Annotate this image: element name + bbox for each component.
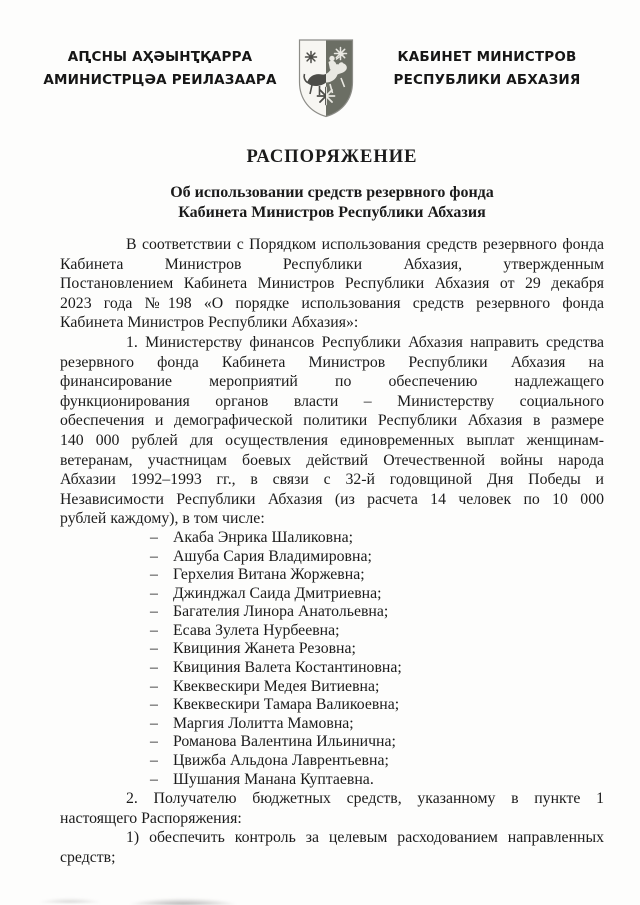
body-line: Кабинета Министров Республики Абхазия»: (60, 314, 359, 332)
org-name-abkhazian (40, 36, 280, 92)
body-line: 140 000 рублей для осуществления единовременных выплат женщинам- (60, 431, 604, 449)
list-item (150, 733, 604, 752)
org-name-russian-line2: РЕСПУБЛИКИ АБХАЗИЯ (393, 72, 581, 88)
body-line: рублей каждому), в том числе: (60, 510, 265, 528)
document-subtitle (60, 183, 604, 223)
list-item (150, 585, 604, 604)
list-item (150, 696, 604, 715)
list-dash: – (150, 621, 158, 639)
beneficiary-name: Цвижба Альдона Лаврентьевна; (173, 752, 389, 770)
body-line: 1) обеспечить контроль за целевым расходованием направленных (126, 829, 604, 847)
body-line: Постановлением Кабинета Министров Республики Абхазия от 29 декабря (60, 275, 604, 293)
list-item (150, 548, 604, 567)
beneficiary-name: Есава Зулета Нурбеевна; (173, 621, 340, 639)
paragraph-point-2 (60, 789, 604, 828)
body-line: обеспечения и демографической политики Республики Абхазия в размере (60, 412, 604, 430)
list-item (150, 752, 604, 771)
document-subtitle-line2: Кабинета Министров Республики Абхазия (178, 204, 486, 221)
org-name-abkhazian-line1: АԤСНЫ АҲӘЫНҬҚАРРА (67, 49, 253, 65)
beneficiary-name: Шушания Манана Куптаевна. (173, 770, 374, 788)
body-line: средств; (60, 849, 116, 866)
document-body (60, 235, 604, 868)
list-item (150, 603, 604, 622)
beneficiary-name: Акаба Энрика Шаликовна; (173, 528, 353, 546)
list-dash: – (150, 733, 158, 751)
paragraph-preamble (60, 235, 604, 333)
document-subtitle-line1: Об использовании средств резервного фонда (170, 184, 494, 201)
letterhead (0, 0, 640, 120)
beneficiary-name: Квеквескири Тамара Валикоевна; (173, 696, 400, 714)
list-dash: – (150, 752, 158, 770)
coat-of-arms-abkhazia-icon (295, 36, 357, 120)
beneficiary-name: Багателия Линора Анатольевна; (173, 603, 389, 621)
beneficiary-name: Квеквескири Медея Витиевна; (173, 677, 380, 695)
scan-artifact-smudge-left (40, 898, 100, 903)
body-line: 2023 года №198 «О порядке использования средств резервного фонда (60, 294, 604, 312)
body-line: настоящего Распоряжения: (60, 809, 242, 827)
body-line: резервного фонда Кабинета Министров Республики Абхазия на (60, 353, 604, 371)
body-line: Кабинета Министров Республики Абхазия, утвержденным (60, 255, 604, 273)
document-title: РАСПОРЯЖЕНИЕ (246, 147, 418, 167)
beneficiary-name: Квициния Жанета Резовна; (173, 640, 356, 658)
list-item (150, 529, 604, 548)
list-item (150, 771, 604, 790)
org-name-abkhazian-line2: АМИНИСТРЦӘА РЕИЛАЗААРА (43, 72, 277, 88)
body-line: 1. Министерству финансов Республики Абхазия направить средства (126, 333, 604, 351)
paragraph-subpoint-1 (60, 828, 604, 867)
list-dash: – (150, 714, 158, 732)
list-item (150, 715, 604, 734)
beneficiary-name: Квициния Валета Костантиновна; (173, 659, 402, 677)
scan-artifact-smudge (128, 898, 238, 905)
beneficiary-name: Герхелия Витана Жоржевна; (173, 566, 365, 584)
beneficiary-name: Маргия Лолитта Мамовна; (173, 714, 354, 732)
body-line: Абхазии 1992–1993 гг., в связи с 32-й годовщиной Дня Победы и (60, 471, 604, 489)
list-item (150, 678, 604, 697)
list-item (150, 640, 604, 659)
paragraph-point-1 (60, 333, 604, 529)
body-line: Независимости Республики Абхазия (из расчета 14 человек по 10 000 (60, 490, 604, 508)
beneficiaries-list (150, 529, 604, 789)
body-line: финансирование мероприятий по обеспечению надлежащего (60, 373, 604, 391)
list-dash: – (150, 640, 158, 658)
list-dash: – (150, 584, 158, 602)
body-line: 2. Получателю бюджетных средств, указанному в пункте 1 (126, 790, 604, 808)
list-dash: – (150, 547, 158, 565)
beneficiary-name: Ашуба Сария Владимировна; (173, 547, 372, 565)
body-line: В соответствии с Порядком использования средств резервного фонда (126, 236, 604, 253)
body-line: функционирования органов власти – Министерству социального (60, 392, 604, 410)
list-dash: – (150, 770, 158, 788)
list-item (150, 622, 604, 641)
org-name-russian (372, 36, 602, 92)
list-dash: – (150, 528, 158, 546)
org-name-russian-line1: КАБИНЕТ МИНИСТРОВ (397, 49, 577, 65)
list-dash: – (150, 603, 158, 621)
list-dash: – (150, 677, 158, 695)
list-item (150, 659, 604, 678)
beneficiary-name: Романова Валентина Ильинична; (173, 733, 396, 751)
list-dash: – (150, 566, 158, 584)
list-dash: – (150, 696, 158, 714)
list-item (150, 566, 604, 585)
beneficiary-name: Джинджал Саида Дмитриевна; (173, 584, 382, 602)
body-line: ветеранам, участницам боевых действий Отечественной войны народа (60, 451, 604, 469)
list-dash: – (150, 659, 158, 677)
